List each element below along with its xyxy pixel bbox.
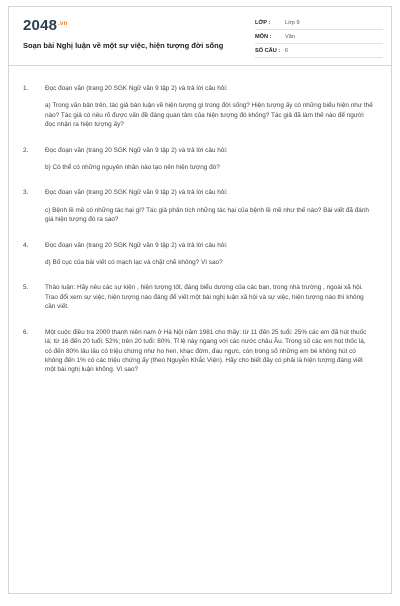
question-number: 1.	[23, 85, 29, 92]
question-text: Đọc đoạn văn (trang 20 SGK Ngữ văn 9 tập 2) và trả lời câu hỏi:	[45, 241, 228, 249]
logo-text: 2048	[23, 17, 58, 34]
meta-row-count	[255, 45, 383, 58]
question-body	[45, 84, 373, 130]
question-body	[45, 188, 373, 224]
logo-suffix: .vn	[58, 21, 68, 27]
question-subtext: b) Có thể có những nguyên nhân nào tạo nên hiện tượng đó?	[45, 164, 220, 172]
meta-label: SỐ CÂU :	[255, 48, 281, 54]
question-item	[23, 146, 373, 173]
question-item	[23, 188, 373, 224]
question-number: 3.	[23, 189, 29, 197]
question-subtext: c) Bệnh lề mề có những tác hại gì? Tác giả phân tích những tác hại của bệnh lề mề như thế nào? Bài viết đã đánh giá hiện tượng đó ra sao?	[45, 206, 369, 224]
question-number: 2.	[23, 146, 29, 154]
worksheet	[8, 6, 392, 594]
question-body	[45, 241, 373, 268]
question-body	[45, 328, 373, 375]
question-body	[45, 283, 373, 311]
question-list	[9, 66, 391, 375]
question-number: 4.	[23, 241, 29, 249]
question-number: 6.	[23, 328, 29, 336]
question-text: Đọc đoạn văn (trang 20 SGK Ngữ văn 9 tập 2) và trả lời câu hỏi:	[45, 85, 228, 92]
question-number: 5.	[23, 284, 29, 292]
question-text: Đọc đoạn văn (trang 20 SGK Ngữ văn 9 tập 2) và trả lời câu hỏi:	[45, 146, 228, 154]
worksheet-header	[9, 7, 391, 66]
page-title: Soạn bài Nghị luận về một sự việc, hiện tượng đời sống	[23, 41, 224, 50]
question-text: Một cuộc điều tra 2000 thanh niên nam ở Hà Nội năm 1981 cho thấy: từ 11 đến 25 tuổi: 25% các em đã hút thuốc lá; từ 16 đến 20 tuổi: 52%; trên 20 tuổi: 80%. Tỉ lệ này ngang với các nước châu Âu. Trong số các em hút thốc lá, có đến 80% lâu lâu có triệu chứng như ho hen, khạc đờm, đau ngực, còn trong số những em bé không hút có không đến 1% có các triệu chứng ấy (theo Nguyễn Khắc Viện). Hãy cho biết đây có phải là hiện tượng đáng viết một bài nghị luận không. Vì sao?	[45, 328, 367, 374]
meta-label: MÔN :	[255, 34, 272, 40]
question-text: Đọc đoạn văn (trang 20 SGK Ngữ văn 9 tập 2) và trả lời câu hỏi:	[45, 189, 228, 197]
question-text: Thảo luận: Hãy nêu các sự kiện , hiện tượng tốt, đáng biểu dương của các bạn, trong nhà trường , ngoài xã hội. Trao đổi xem sự việc, hiện tượng nào đáng để viết một bài nghị luận xã hội và sự việc, hiện tượng nào thì không cần viết.	[45, 284, 364, 311]
question-item	[23, 328, 373, 375]
question-subtext: d) Bố cục của bài viết có mạch lạc và chặt chẽ không? Vì sao?	[45, 259, 223, 267]
meta-row-class	[255, 17, 383, 30]
question-item	[23, 84, 373, 130]
meta-row-subject	[255, 31, 383, 44]
question-body	[45, 146, 373, 173]
meta-value: Lớp 9	[285, 20, 300, 26]
meta-value: Văn	[285, 34, 295, 40]
meta-table	[255, 17, 383, 59]
site-logo[interactable]	[23, 17, 67, 34]
question-subtext: a) Trong văn bản trên, tác giả bàn luận về hiện tượng gì trong đời sống? Hiện tượng ấy có những biểu hiện như thế nào? Tác giả có nêu rõ được vấn đề đáng quan tâm của hiện tượng đó không? Tác giả đã làm thế nào để người đọc nhận ra hiện tượng ấy?	[45, 102, 373, 129]
meta-value: 6	[285, 48, 289, 54]
question-item	[23, 241, 373, 268]
question-item	[23, 283, 373, 311]
meta-label: LỚP :	[255, 20, 271, 26]
